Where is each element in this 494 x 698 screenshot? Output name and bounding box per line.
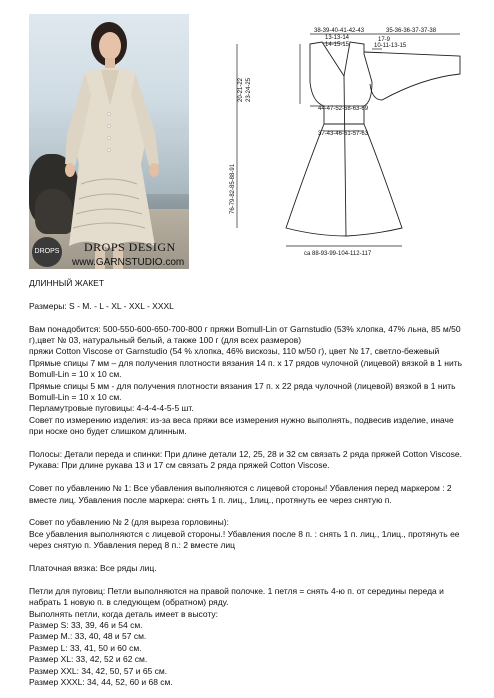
brand-name: DROPS DESIGN	[84, 240, 176, 254]
size-s-holes: Размер S: 33, 39, 46 и 54 см.	[29, 620, 143, 631]
pattern-title: ДЛИННЫЙ ЖАКЕТ	[29, 278, 105, 288]
dim-bust: 44-47-52-58-63-69	[318, 106, 369, 112]
dim-sleeve-a: 17-9	[378, 37, 391, 43]
decrease-tip-2-title: Совет по убавлению № 2 (для выреза горловины):	[29, 517, 229, 528]
measuring-advice: Совет по измерению изделия: из-за веса пряжи все измерения нужно выполнять, подвесив изделие, иначе при носке оно будет слишком длинным.	[29, 414, 454, 437]
dim-total-length: 76-79-82-85-88-91	[230, 163, 236, 214]
sleeve-outline	[364, 52, 460, 100]
center-front-line	[344, 76, 346, 236]
dim-sleeve-b: 10-11-13-15	[374, 43, 407, 49]
product-photo	[29, 14, 189, 269]
dim-neck-a: 13-13-14	[325, 35, 350, 41]
stripes-body: Полосы: Детали переда и спинки: При длине детали 12, 25, 28 и 32 см связать 2 ряда пряжей Cotton Viscose.	[29, 449, 463, 460]
pattern-text	[29, 278, 469, 689]
dim-armhole-a: 20-21-22	[238, 77, 244, 102]
garment-outline	[286, 42, 402, 236]
stripes-sleeves: Рукава: При длине рукава 13 и 17 см связать 2 ряда пряжей Cotton Viscose.	[29, 460, 330, 471]
size-l-holes: Размер L: 33, 41, 50 и 60 см.	[29, 642, 142, 653]
dim-armhole-b: 23-24-25	[246, 77, 252, 102]
materials-1: Вам понадобится: 500-550-600-650-700-800 г пряжи Bomull-Lin от Garnstudio (53% хлопка, 47% льна, 85 м/50 г),цвет № 03, натуральный белый, а также 100 г (для всех размеров)	[29, 323, 461, 345]
garter-stitch: Платочная вязка: Все ряды лиц.	[29, 563, 157, 574]
buttons-count: Перламутровые пуговицы: 4-4-4-4-5-5 шт.	[29, 403, 194, 414]
drops-logo	[32, 237, 185, 271]
dim-neck-b: 14-15-15	[325, 42, 350, 48]
sizes: Размеры: S - M. - L - XL - XXL - XXXL	[29, 300, 174, 311]
size-xxl-holes: Размер XXL: 34, 42, 50, 57 и 65 см.	[29, 665, 168, 676]
dim-shoulder-width: 38-39-40-41-42-43	[314, 28, 365, 34]
measurement-diagram	[222, 14, 472, 269]
buttonholes-1: Петли для пуговиц: Петли выполняются на правой полочке. 1 петля = снять 4-ю п. от середины переда и набрать 1 новую п. в следующем (обратном) ряду.	[29, 585, 444, 608]
dim-hem: ca 88-93-99-104-112-117	[304, 251, 372, 257]
size-xxxl-holes: Размер XXXL: 34, 44, 52, 60 и 68 см.	[29, 677, 173, 688]
garn-badge-icon: DROPS	[32, 237, 62, 267]
materials-2: пряжи Cotton Viscose от Garnstudio (54 % хлопка, 46% вискозы, 110 м/50 г), цвет № 17, светло-бежевый	[29, 346, 440, 357]
needles-2: Прямые спицы 5 мм - для получения плотности вязания 17 п. х 22 ряда чулочной (лицевой) вязкой в 1 нить Bomull-Lin = 10 х 10 см.	[29, 380, 456, 403]
needles-1: Прямые спицы 7 мм – для получения плотности вязания 14 п. х 17 рядов чулочной (лицевой) вязкой в 1 нить Bomull-Lin = 10 х 10 см.	[29, 357, 463, 380]
dim-waist: 37-43-46-51-57-63	[318, 131, 369, 137]
decrease-tip-2: Все убавления выполняются с лицевой стороны.! Убавления после 8 п. : снять 1 п. лиц., 1лиц., протянуть ее через снятую п. Убавления перед 8 п.: 2 вместе лиц	[29, 528, 460, 551]
buttonholes-2: Выполнять петли, когда деталь имеет в высоту:	[29, 608, 219, 619]
decrease-tip-1: Совет по убавлению № 1: Все убавления выполняются с лицевой стороны! Убавления перед маркером : 2 вместе лиц. Убавления после маркера: снять 1 п. лиц., 1лиц., протянуть ее через снятую п.	[29, 483, 452, 505]
size-xl-holes: Размер XL: 33, 42, 52 и 62 см.	[29, 654, 148, 665]
dim-sleeve-top: 35-36-36-37-37-38	[386, 28, 437, 34]
size-m-holes: Размер M.: 33, 40, 48 и 57 см.	[29, 631, 147, 642]
brand-url: www.GARNSTUDIO.com	[72, 257, 185, 268]
model-figure	[29, 14, 189, 269]
